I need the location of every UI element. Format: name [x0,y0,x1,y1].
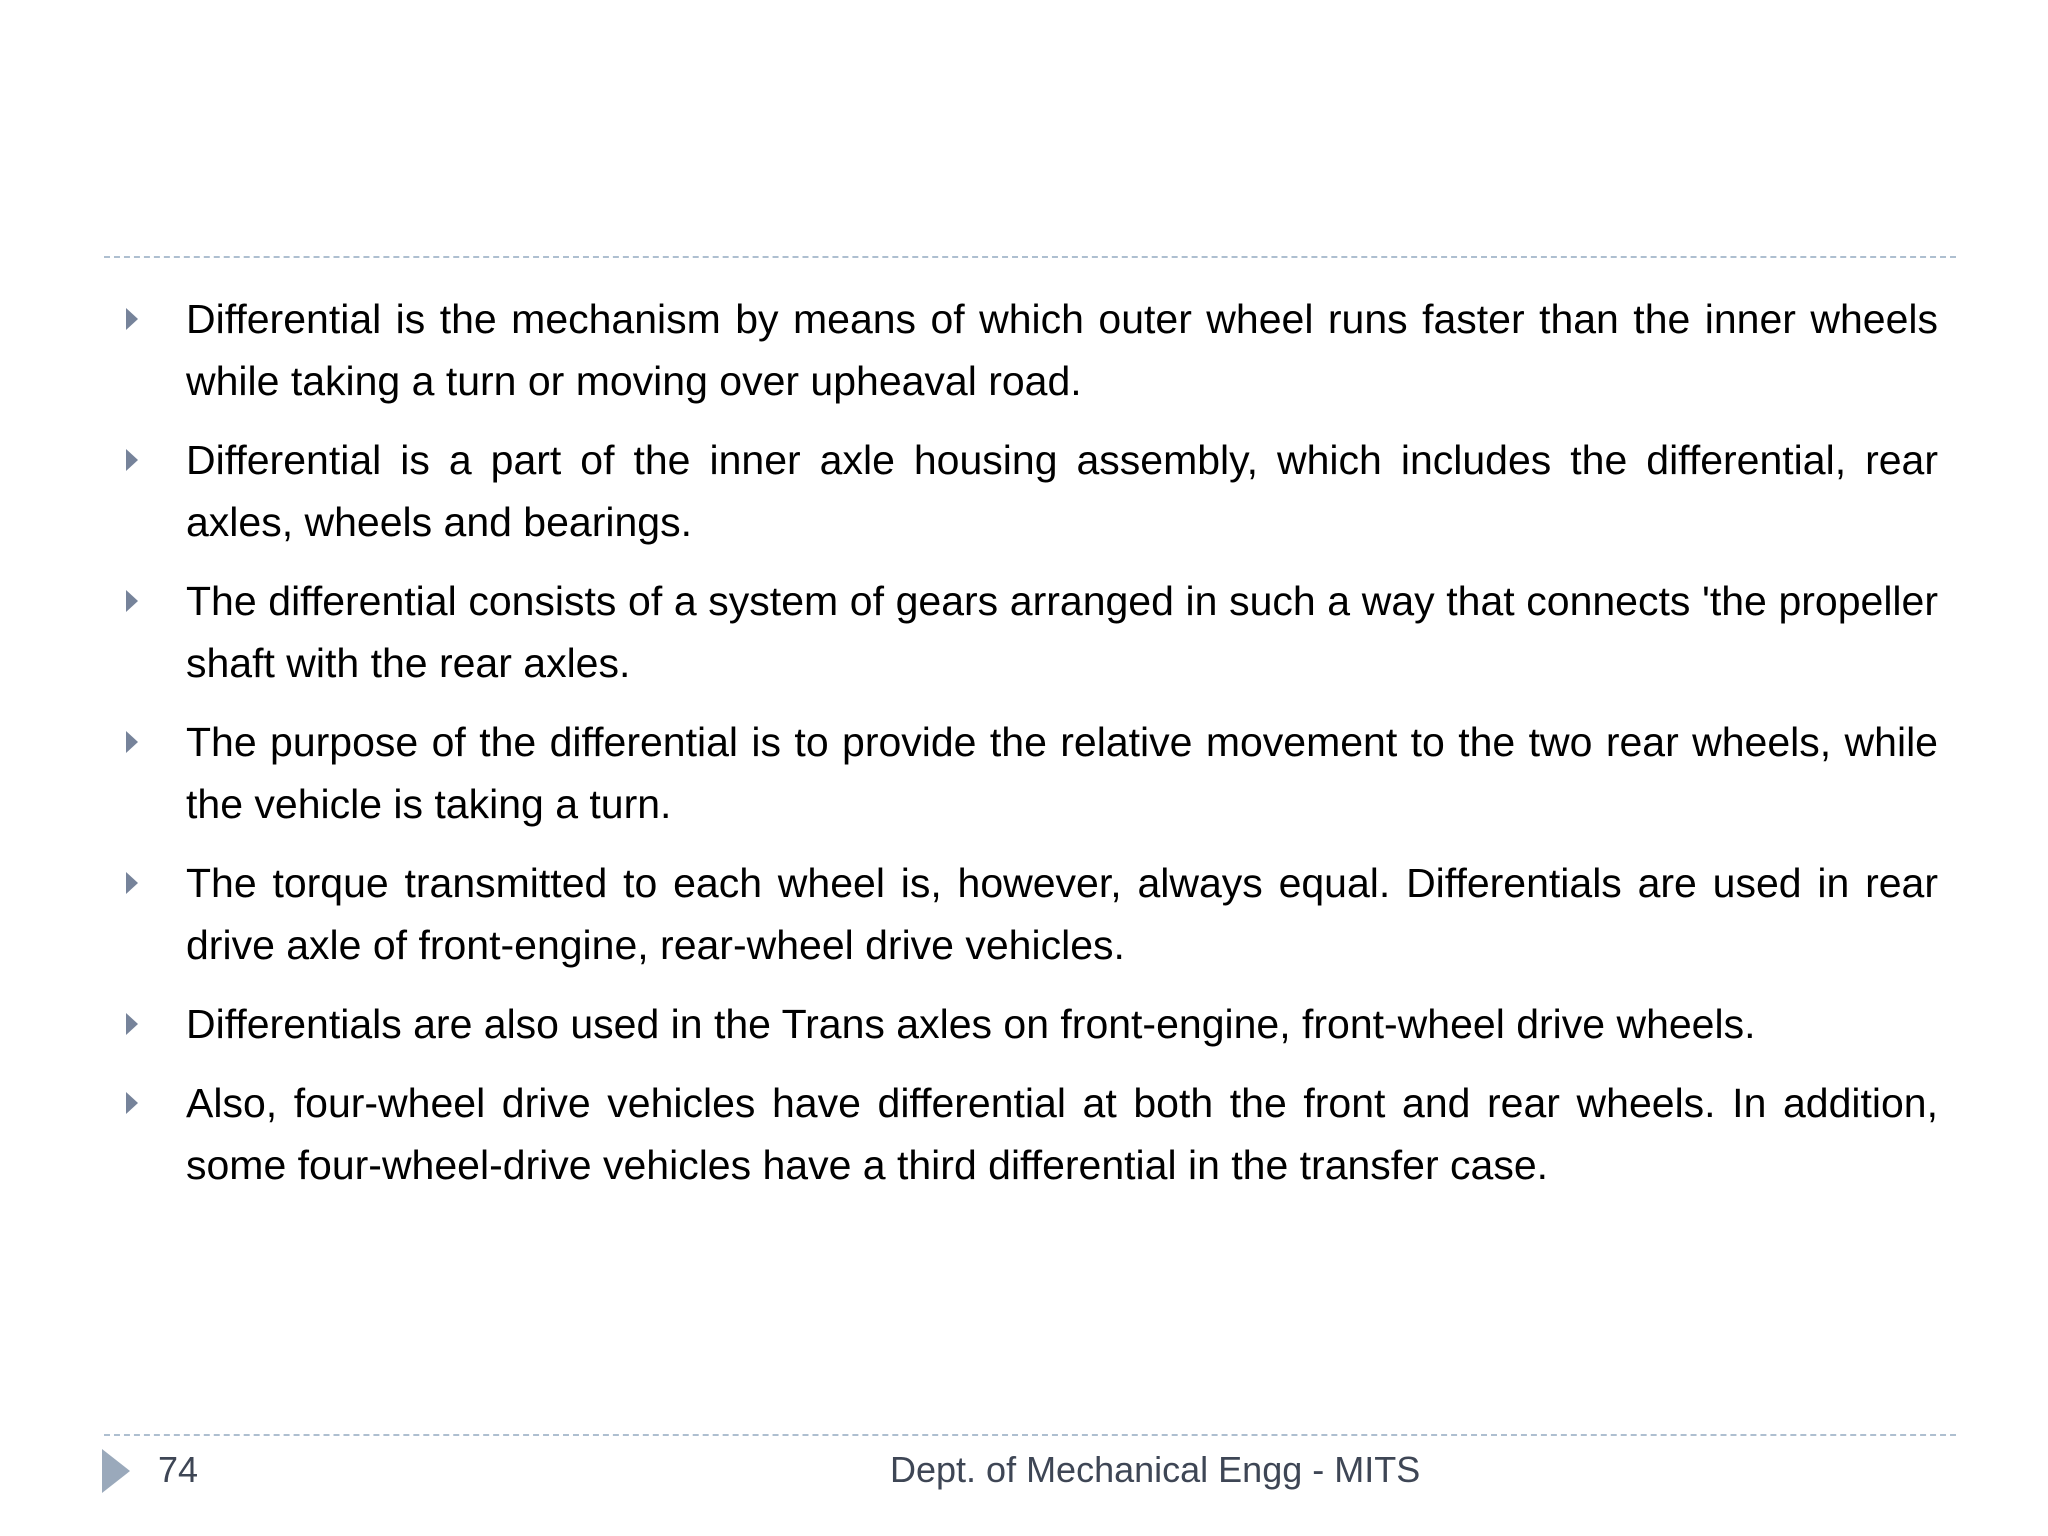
bullet-text: Differential is the mechanism by means of which outer wheel runs faster than the inner wheels while taking a turn or moving over upheaval road. [186,296,1938,404]
bullet-item [118,288,1938,412]
bullet-text: The purpose of the differential is to provide the relative movement to the two rear wheels, while the vehicle is taking a turn. [186,719,1938,827]
bullet-text: Also, four-wheel drive vehicles have differential at both the front and rear wheels. In addition, some four-wheel-drive vehicles have a third differential in the transfer case. [186,1080,1938,1188]
bullet-item [118,570,1938,694]
triangle-bullet-icon [126,590,138,612]
bullet-item [118,993,1938,1055]
bullet-text: Differentials are also used in the Trans axles on front-engine, front-wheel drive wheels. [186,1001,1756,1047]
bullet-item [118,429,1938,553]
bullet-list [118,288,1938,1213]
bullet-text: The torque transmitted to each wheel is, however, always equal. Differentials are used in rear drive axle of front-engine, rear-wheel drive vehicles. [186,860,1938,968]
triangle-bullet-icon [126,308,138,330]
triangle-bullet-icon [126,731,138,753]
triangle-bullet-icon [126,872,138,894]
bullet-item [118,711,1938,835]
bullet-item [118,852,1938,976]
triangle-bullet-icon [126,1013,138,1035]
bullet-text: The differential consists of a system of gears arranged in such a way that connects 'the propeller shaft with the rear axles. [186,578,1938,686]
bullet-text: Differential is a part of the inner axle housing assembly, which includes the differential, rear axles, wheels and bearings. [186,437,1938,545]
slide-number: 74 [158,1449,199,1490]
footer-department-text: Dept. of Mechanical Engg - MITS [890,1449,1421,1490]
top-divider [104,256,1956,258]
bullet-item [118,1072,1938,1196]
triangle-bullet-icon [126,1092,138,1114]
bottom-divider [104,1434,1956,1436]
footer-triangle-icon [102,1449,130,1493]
triangle-bullet-icon [126,449,138,471]
